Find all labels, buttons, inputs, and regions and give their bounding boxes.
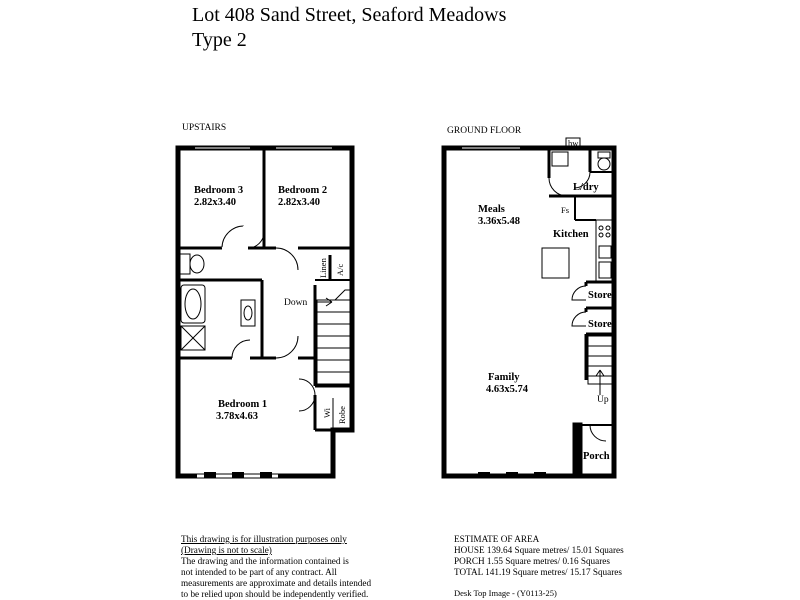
bedroom3-dims: 2.82x3.40 bbox=[194, 197, 236, 208]
estimate-heading: ESTIMATE OF AREA bbox=[454, 534, 540, 544]
bedroom2-dims: 2.82x3.40 bbox=[278, 197, 320, 208]
disclaimer-line-6: to be relied upon should be independently verified. bbox=[181, 589, 369, 599]
estimate-porch: PORCH 1.55 Square metres/ 0.16 Squares bbox=[454, 556, 610, 566]
ac-label: A/c bbox=[335, 263, 345, 276]
disclaimer-line-4: not intended to be part of any contract. All bbox=[181, 567, 337, 577]
footer-credit: Desk Top Image - (Y0113-25) bbox=[454, 588, 557, 598]
disclaimer-line-5: measurements are approximate and details intended bbox=[181, 578, 372, 588]
upstairs-label: UPSTAIRS bbox=[182, 123, 227, 133]
area-estimate bbox=[454, 534, 754, 578]
plan-title: Lot 408 Sand Street, Seaford Meadows bbox=[192, 4, 507, 26]
hw-label: hw bbox=[568, 138, 579, 148]
disclaimer-line-1: This drawing is for illustration purposes only bbox=[181, 534, 347, 544]
store-label-1: Store bbox=[588, 290, 612, 301]
bedroom1-dims: 3.78x4.63 bbox=[216, 411, 258, 422]
ground-floor-label: GROUND FLOOR bbox=[447, 126, 522, 136]
linen-label: Linen bbox=[318, 258, 328, 278]
meals-name: Meals bbox=[478, 204, 505, 215]
wi-label: Wi bbox=[322, 407, 332, 418]
bedroom2-name: Bedroom 2 bbox=[278, 185, 328, 196]
meals-dims: 3.36x5.48 bbox=[478, 216, 520, 227]
fs-label: Fs bbox=[561, 205, 570, 215]
disclaimer-line-3: The drawing and the information contained is bbox=[181, 556, 349, 566]
up-label: Up bbox=[597, 395, 609, 405]
kitchen-label: Kitchen bbox=[553, 229, 589, 240]
robe-label: Robe bbox=[337, 406, 347, 424]
family-dims: 4.63x5.74 bbox=[486, 384, 528, 395]
estimate-house: HOUSE 139.64 Square metres/ 15.01 Squares bbox=[454, 545, 624, 555]
disclaimer-line-2: (Drawing is not to scale) bbox=[181, 545, 272, 555]
bedroom1-name: Bedroom 1 bbox=[218, 399, 268, 410]
family-name: Family bbox=[488, 372, 520, 383]
down-label: Down bbox=[284, 298, 308, 308]
estimate-total: TOTAL 141.19 Square metres/ 15.17 Squares bbox=[454, 567, 622, 577]
bedroom3-name: Bedroom 3 bbox=[194, 185, 244, 196]
porch-label: Porch bbox=[583, 451, 610, 462]
store-label-2: Store bbox=[588, 319, 612, 330]
disclaimer bbox=[181, 534, 421, 600]
laundry-label: L/dry bbox=[573, 182, 599, 193]
plan-subtitle: Type 2 bbox=[192, 29, 247, 51]
